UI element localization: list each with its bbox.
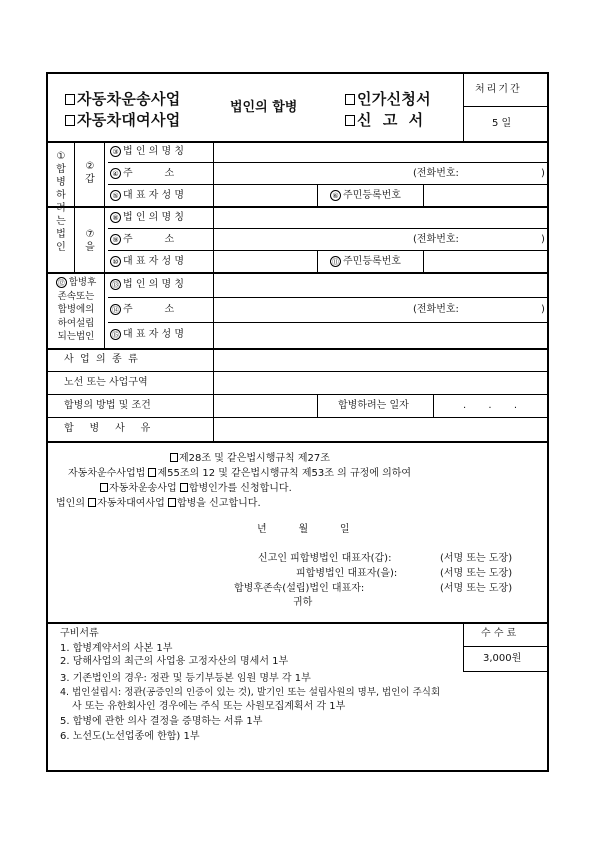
business-type-option-2[interactable]: 자동차대여사업 [65, 111, 181, 129]
rep-name-label-b: ⑩ 대 표 자 성 명 [110, 256, 184, 268]
corp-name-label-b: ⑧ 법 인 의 명 칭 [110, 212, 184, 224]
rep-name-label-a: ⑤ 대 표 자 성 명 [110, 190, 184, 202]
fee-bottom-line [463, 671, 549, 672]
signer-sign-3[interactable]: (서명 또는 도장) [440, 583, 513, 594]
declaration-line-3: 자동차운송사업 합병인가를 신청합니다. [100, 483, 292, 495]
attachments-divider [46, 622, 549, 624]
merge-date-value[interactable]: . . . [463, 400, 518, 411]
attachment-item: 1. 합병계약서의 사본 1부 [60, 643, 173, 654]
attachment-item: 사 또는 유한회사인 경우에는 주식 또는 사원모집계획서 각 1부 [72, 701, 346, 712]
party-b-label: ⑦ 을 [85, 229, 95, 253]
business-type-option-1[interactable]: 자동차운송사업 [65, 90, 181, 108]
signer-sign-2[interactable]: (서명 또는 도장) [440, 568, 513, 579]
checkbox-icon[interactable] [100, 483, 108, 492]
fee-value: 3,000원 [483, 653, 522, 664]
corp-name-label-s: ⑬ 법 인 의 명 칭 [112, 279, 185, 290]
attachment-item: 2. 당해사업의 최근의 사업용 고정자산의 명세서 1부 [60, 656, 289, 667]
law-line-1: 제28조 및 같은법시행규칙 제27조 [170, 453, 330, 465]
address-label-b: ⑨ 주 소 [110, 234, 174, 246]
address-label-s: ⑭ 주 소 [112, 304, 175, 315]
attachment-item: 4. 법인설립시: 정관(공증인의 인증이 있는 것), 발기인 또는 설립사원의 명부, 법인이 주식회 [60, 687, 441, 698]
route-area-label: 노선 또는 사업구역 [64, 377, 148, 388]
attachments-title: 구비서류 [60, 628, 99, 639]
processing-period-label: 처리기간 [475, 84, 522, 95]
phone-close-s: ) [541, 304, 545, 315]
fee-label: 수 수 료 [481, 628, 517, 639]
addressee: 귀하 [293, 597, 313, 608]
phone-close-a: ) [541, 168, 545, 179]
merge-date-label: 합병하려는 일자 [338, 400, 409, 411]
merging-corp-group-label: ① 합 병 하 려 는 법 인 [56, 151, 66, 253]
checkbox-icon[interactable] [168, 498, 176, 507]
checkbox-icon[interactable] [170, 453, 178, 462]
signer-label-2: 피합병법인 대표자(을): [296, 568, 398, 579]
attachment-item: 6. 노선도(노선업종에 한함) 1부 [60, 731, 200, 742]
attachment-item: 3. 기존법인의 경우: 정관 및 등기부등본 임원 명부 각 1부 [60, 673, 311, 684]
checkbox-icon[interactable] [65, 94, 75, 105]
phone-label-s: (전화번호: [413, 304, 459, 315]
method-label: 합병의 방법 및 조건 [64, 400, 151, 411]
reason-label: 합 병 사 유 [64, 423, 151, 434]
doc-type-option-1[interactable]: 인가신청서 [345, 90, 431, 108]
law-line-2: 자동차운수사업법 제55조의 12 및 같은법시행규칙 제53조 의 규정에 의하여 [68, 468, 412, 479]
fee-mid-line [463, 646, 549, 647]
checkbox-icon[interactable] [180, 483, 188, 492]
business-kind-label: 사 업 의 종 류 [64, 354, 138, 365]
address-label-a: ④ 주 소 [110, 168, 174, 180]
form-title: 법인의 합병 [230, 100, 298, 115]
corp-name-label-a: ③ 법 인 의 명 칭 [110, 146, 184, 158]
attachment-item: 5. 합병에 관한 의사 결정을 증명하는 서류 1부 [60, 716, 263, 727]
checkbox-icon[interactable] [345, 115, 355, 126]
header-divider [46, 141, 549, 143]
processing-period-value: 5 일 [492, 118, 512, 129]
checkbox-icon[interactable] [148, 468, 156, 477]
checkbox-icon[interactable] [65, 115, 75, 126]
surviving-corp-label: ⑫ 합병후 존속또는 합병에의 하여설립 되는법인 [57, 277, 97, 342]
resident-no-label-b: ⑪ 주민등록번호 [332, 256, 401, 267]
signer-sign-1[interactable]: (서명 또는 도장) [440, 553, 513, 564]
processing-mid-line [463, 106, 549, 107]
date-line: 년 월 일 [257, 524, 350, 535]
signer-label-1: 신고인 피합병법인 대표자(갑): [258, 553, 392, 564]
phone-close-b: ) [541, 234, 545, 245]
rep-name-label-s: ⑮ 대 표 자 성 명 [112, 329, 185, 340]
phone-label-b: (전화번호: [413, 234, 459, 245]
phone-label-a: (전화번호: [413, 168, 459, 179]
party-a-label: ② 갑 [85, 161, 95, 185]
signer-label-3: 합병후존속(설립)법인 대표자: [234, 583, 365, 594]
checkbox-icon[interactable] [88, 498, 96, 507]
doc-type-option-2[interactable]: 신 고 서 [345, 111, 423, 129]
checkbox-icon[interactable] [345, 94, 355, 105]
resident-no-label-a: ⑥ 주민등록번호 [330, 190, 401, 202]
declaration-line-4: 법인의 자동차대여사업 합병을 신고합니다. [56, 498, 261, 509]
